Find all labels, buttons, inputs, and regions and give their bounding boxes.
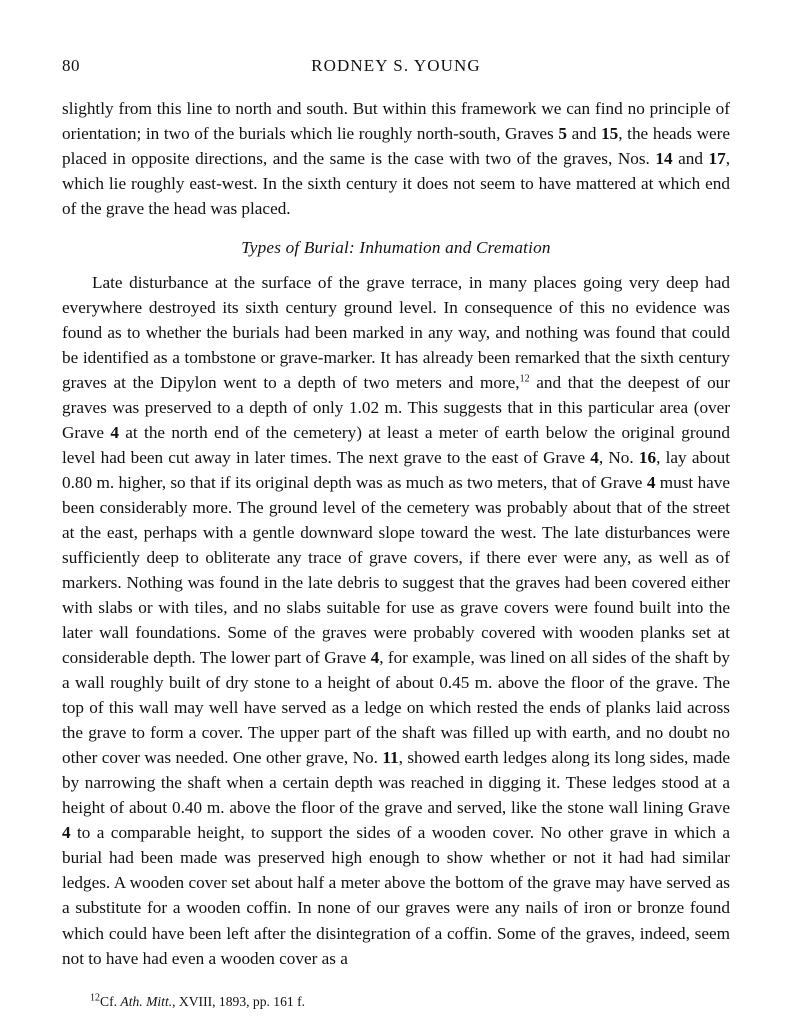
section-heading: Types of Burial: Inhumation and Cremation xyxy=(241,238,551,258)
p2-text-2: and that the deepest of our graves was preserved to a depth of only 1.02 m. This suggests that in this particular area (over Grave xyxy=(62,373,730,443)
p1-grave-15: 15 xyxy=(601,124,619,144)
p2-grave-4e: 4 xyxy=(62,823,71,843)
p1-grave-5: 5 xyxy=(558,124,567,144)
p2-grave-16: 16 xyxy=(638,448,657,468)
body-text xyxy=(62,96,730,971)
page-number: 80 xyxy=(62,56,80,75)
p2-text-7: , for example, was lined on all sides of the shaft by a wall roughly built of dry stone to a height of about 0.45 m. above the floor of the grave. The top of this wall may well have served as a ledge on which rested the ends of planks laid across the grave to form a cover. The upper part of the shaft was filled up with earth, and no doubt no other cover was needed. One other grave, No. xyxy=(62,648,731,768)
footnote-text-before: Cf. xyxy=(100,993,121,1009)
p2-text-8: , showed earth ledges along its long sides, made by narrowing the shaft when a certain depth was reached in digging it. These ledges stood at a height of about 0.40 m. above the floor of the grave and served, like the stone wall lining Grave xyxy=(62,748,730,818)
running-head xyxy=(62,56,730,90)
p1-grave-17: 17 xyxy=(708,149,726,169)
p2-text-5: , lay about 0.80 m. higher, so that if its original depth was as much as two meters, that of Grave xyxy=(62,448,731,493)
p2-text-6: must have been considerably more. The ground level of the cemetery was probably about that of the street at the east, perhaps with a gentle downward slope toward the west. The late disturbances were sufficiently deep to obliterate any trace of grave covers, if there ever were any, as well as of markers. Nothing was found in the late debris to suggest that the graves had been covered either with slabs or with tiles, and no slabs suitable for use as grave covers were found built into the later wall foundations. Some of the graves were probably covered with wooden planks set at considerable depth. The lower part of Grave xyxy=(62,473,731,668)
p2-text-9: to a comparable height, to support the sides of a wooden cover. No other grave in which a burial had been made was preserved high enough to show whether or not it had had similar ledges. A wooden cover set about half a meter above the bottom of the grave may have served as a substitute for a wooden coffin. In none of our graves were any nails of iron or bronze found which could have been left after the disintegration of a coffin. Some of the graves, indeed, seem not to have had even a wooden cover as a xyxy=(62,823,730,968)
paragraph-types-of-burial xyxy=(62,270,730,970)
p1-grave-14: 14 xyxy=(655,149,673,169)
footnote-journal-title: Ath. Mitt. xyxy=(120,993,173,1009)
p1-text-5: , which lie roughly east-west. In the sixth century it does not seem to have mattered at which end of the grave the head was placed. xyxy=(62,149,730,219)
p1-text-1: slightly from this line to north and south. But within this framework we can find no principle of orientation; in two of the burials which lie roughly north-south, Graves xyxy=(62,99,730,144)
p1-text-2: and xyxy=(566,124,602,144)
footnote-reference[interactable]: 12 xyxy=(519,373,530,385)
paragraph-continuation xyxy=(62,96,730,221)
footnote-marker: 12 xyxy=(90,992,100,1003)
footnote xyxy=(62,993,730,1011)
p2-grave-11: 11 xyxy=(382,748,399,768)
p2-grave-4a: 4 xyxy=(110,423,119,443)
p1-text-3: , the heads were placed in opposite directions, and the same is the case with two of the graves, Nos. xyxy=(62,124,730,169)
p2-text-4: , No. xyxy=(598,448,639,468)
p2-grave-4d: 4 xyxy=(370,648,380,668)
running-title: RODNEY S. YOUNG xyxy=(311,56,481,75)
p2-grave-4c: 4 xyxy=(646,473,656,493)
p2-text-3: at the north end of the cemetery) at least a meter of earth below the original ground level had been cut away in later times. The next grave to the east of Grave xyxy=(62,423,730,468)
p1-text-4: and xyxy=(672,149,709,169)
p2-grave-4b: 4 xyxy=(590,448,599,468)
footnote-text-after: , XVIII, 1893, pp. 161 f. xyxy=(172,993,306,1009)
p2-text-1: Late disturbance at the surface of the grave terrace, in many places going very deep had everywhere destroyed its sixth century ground level. In consequence of this no evidence was found as to whether the burials had been marked in any way, and nothing was found that could be identified as a tombstone or grave-marker. It has already been remarked that the sixth century graves at the Dipylon went to a depth of two meters and more, xyxy=(62,273,730,393)
